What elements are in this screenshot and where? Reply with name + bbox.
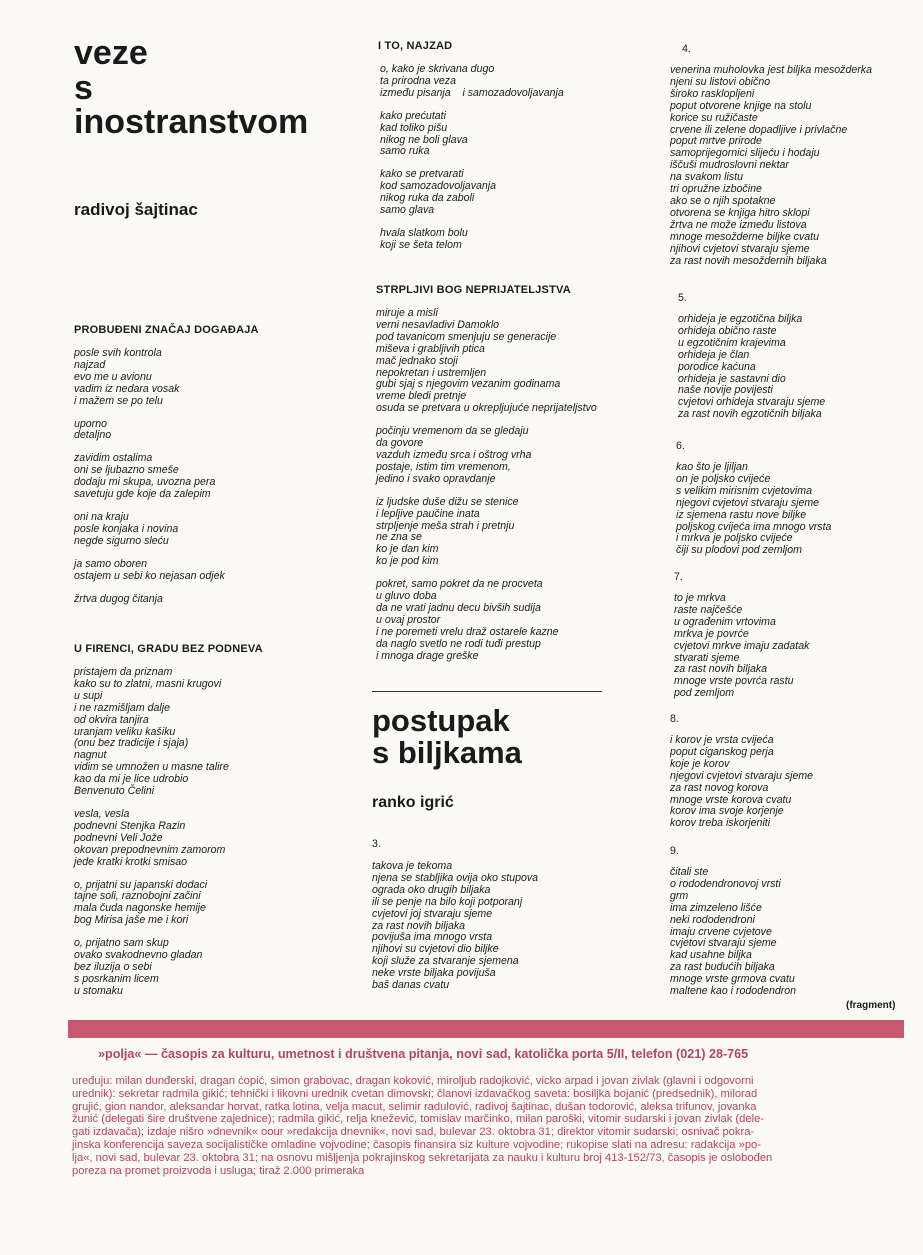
poem-line: samoprijegornici slijeću i hodaju xyxy=(670,147,820,160)
poem-line: ima zimzeleno lišće xyxy=(670,901,762,914)
poem-line: korice su ružičaste xyxy=(670,111,758,124)
poem-line: crvene ili zelene dopadljive i privlačne xyxy=(670,123,848,136)
poem-line: ovako svakodnevno gladan xyxy=(74,949,203,962)
poem-line: vadim iz nedara vosak xyxy=(74,382,180,395)
poem-line: pod zemljom xyxy=(674,687,735,700)
poem-line: i ne poremeti vrelu draž ostarele kazne xyxy=(376,625,559,638)
poem-line: oni se ljubazno smeše xyxy=(74,464,179,477)
poem-line: kako prećutati xyxy=(380,109,446,122)
poem-i-to-najzad xyxy=(372,40,662,263)
journal-masthead: »polja« — časopis za kulturu, umetnost i društvena pitanja, novi sad, katolička porta 5/II, telefon (021) 28-765 xyxy=(98,1047,749,1061)
poem-line: podnevni Stenjka Razin xyxy=(74,819,186,832)
poem-line: stvarati sjeme xyxy=(674,651,740,664)
poem-line: takova je tekoma xyxy=(372,860,453,872)
poem-line: ja samo oboren xyxy=(74,557,148,570)
poem-line: pristajem da priznam xyxy=(74,666,173,678)
author-name: radivoj šajtinac xyxy=(74,200,198,219)
poem-line: on je poljsko cvijeće xyxy=(676,472,771,485)
poem-line: osuda se pretvara u okrepljujuće neprijateljstvo xyxy=(376,402,597,415)
poem-line: tri opružne izbočine xyxy=(670,183,762,196)
section-number: 3. xyxy=(372,838,381,850)
second-author-name: ranko igrić xyxy=(372,794,454,811)
poem-line: to je mrkva xyxy=(674,592,726,604)
section-number: 4. xyxy=(682,43,691,55)
stanza xyxy=(74,559,364,583)
poem-probudjeni xyxy=(74,324,364,616)
poem-line: ko je dan kim xyxy=(376,543,439,556)
section-3 xyxy=(372,838,662,992)
poem-line: detaljno xyxy=(74,429,112,442)
poem-line: maltene kao i rododendron xyxy=(670,985,797,998)
poem-line: koji se šeta telom xyxy=(380,238,462,251)
poem-line: negde sigurno sleću xyxy=(74,534,169,547)
poem-line: kako se pretvarati xyxy=(380,168,464,181)
section-9 xyxy=(670,845,900,998)
poem-line: nepokretan i ustremljen xyxy=(376,366,487,379)
poem-line: ograda oko drugih biljaka xyxy=(372,883,491,896)
poem-line: mač jednako stoji xyxy=(376,354,458,367)
colophon-line: jinska konferencija saveza socijalističke omladine vojvodine; časopis finansira siz kulture vojvodine; rukopise slati na adresu: radakcija »po- xyxy=(72,1138,762,1151)
poem-line: mrkva je povrće xyxy=(674,627,749,640)
poem-line: da govore xyxy=(376,437,424,450)
stanza xyxy=(380,111,662,159)
stanza xyxy=(380,64,662,100)
stanza xyxy=(74,453,364,501)
poem-line: njegovi cvjetovi stvaraju sjeme xyxy=(670,769,814,782)
poem-line: i ne razmišljam dalje xyxy=(74,701,170,714)
poem-line: o rododendronovoj vrsti xyxy=(670,877,781,890)
stanza xyxy=(380,169,662,217)
poem-line: evo me u avionu xyxy=(74,370,152,383)
poem-body xyxy=(376,308,662,662)
poem-line: mala čuda nagonske hemije xyxy=(74,902,206,915)
poem-line: uporno xyxy=(74,417,107,430)
section-6 xyxy=(676,440,906,557)
poem-line: o, kako je skrivana dugo xyxy=(380,63,495,75)
poem-line: kao što je ljiljan xyxy=(676,461,748,473)
poem-line: ko je pod kim xyxy=(376,555,439,568)
poem-line: žrtva dugog čitanja xyxy=(74,592,163,605)
poem-line: njihovi su cvjetovi dio biljke xyxy=(372,943,499,956)
footer-color-bar xyxy=(68,1020,904,1038)
poem-line: zavidim ostalima xyxy=(74,452,153,465)
poem-line: posle konjaka i novina xyxy=(74,522,179,535)
poem-line: pokret, samo pokret da ne procveta xyxy=(376,578,543,591)
poem-line: za rast novih mesoždernih biljaka xyxy=(670,254,827,267)
poem-line: u egzotičnim krajevima xyxy=(678,336,786,349)
section-number: 6. xyxy=(676,440,685,452)
poem-title: I TO, NAJZAD xyxy=(378,40,453,52)
stanza xyxy=(380,228,662,252)
poem-line: otvorena se knjiga hitro sklopi xyxy=(670,206,810,219)
poem-line: široko rasklopljeni xyxy=(670,87,755,100)
stanza xyxy=(74,419,364,443)
poem-line: i mažem se po telu xyxy=(74,394,163,407)
poem-line: za rast novih biljaka xyxy=(372,919,466,932)
poem-line: ako se o njih spotakne xyxy=(670,194,776,207)
poem-line: za rast budućih biljaka xyxy=(670,961,775,974)
poem-line: iz sjemena rastu nove biljke xyxy=(676,508,807,521)
poem-line: od okvira tanjira xyxy=(74,713,149,726)
poem-line: oni na kraju xyxy=(74,510,129,523)
poem-line: vesla, vesla xyxy=(74,807,130,820)
poem-u-firenci xyxy=(74,643,364,1009)
poem-line: podnevni Veli Jože xyxy=(74,831,163,844)
poem-line: vreme bledi pretnje xyxy=(376,390,467,403)
poem-line: kad toliko pišu xyxy=(380,121,448,134)
second-title xyxy=(372,705,662,768)
poem-line: čitali ste xyxy=(670,866,709,878)
poem-line: neki rododendroni xyxy=(670,913,755,926)
poem-line: hvala slatkom bolu xyxy=(380,226,468,239)
poem-line: miruje a misli xyxy=(376,307,438,319)
stanza xyxy=(376,579,662,662)
section-number: 8. xyxy=(670,713,679,725)
poem-line: o, prijatno sam skup xyxy=(74,937,169,950)
poem-line: jedino i svako opravdanje xyxy=(376,472,496,485)
poem-line: mnoge mesožderne biljke cvatu xyxy=(670,230,819,243)
section-8 xyxy=(670,713,900,830)
poem-line: ta prirodna veza xyxy=(380,74,456,87)
poem-line: pod tavanicom smenjuju se generacije xyxy=(376,330,557,343)
main-title xyxy=(74,36,364,140)
stanza xyxy=(74,512,364,548)
poem-line: jede kratki krotki smisao xyxy=(74,855,188,868)
poem-line: koji služe za stvaranje sjemena xyxy=(372,955,519,968)
poem-line: kad usahne biljka xyxy=(670,949,752,962)
poem-line: bog Mirisa jaše me i kori xyxy=(74,914,189,927)
poem-line: orhideja obično raste xyxy=(678,324,777,337)
poem-line: korov treba iskorjeniti xyxy=(670,817,771,830)
section-number: 5. xyxy=(678,292,687,304)
poem-line: tajne soli, raznobojni začini xyxy=(74,890,201,903)
poem-line: s posrkanim licem xyxy=(74,972,159,985)
colophon-line: gati izdavača); izdaje nišro »dnevnik« oour »redakcija dnevnik«, novi sad, bulevar 23. oktobra 31; direktor vitomir sudarski; osnivač pokra- xyxy=(72,1126,755,1139)
poem-line: poljskog cvijeća ima mnogo vrsta xyxy=(676,520,832,533)
poem-line: neke vrste biljaka povijuša xyxy=(372,967,496,980)
poem-line: i lepljive paučine inata xyxy=(376,507,480,520)
poem-line: nikog ne boli glava xyxy=(380,133,468,146)
section-body xyxy=(676,462,906,557)
poem-line: za rast novog korova xyxy=(670,781,769,794)
poem-body xyxy=(380,64,662,252)
poem-title: PROBUĐENI ZNAČAJ DOGAĐAJA xyxy=(74,324,259,336)
poem-line: miševa i grabljivih ptica xyxy=(376,342,485,355)
poem-line: posle svih kontrola xyxy=(74,347,162,359)
poem-line: poput mrtve prirode xyxy=(670,135,762,148)
poem-line: uranjam veliku kašiku xyxy=(74,725,176,738)
poem-line: mnoge vrste grmova cvatu xyxy=(670,973,795,986)
poem-line: u gluvo doba xyxy=(376,590,437,603)
poem-line: grm xyxy=(670,889,689,902)
poem-line: kod samozadovoljavanja xyxy=(380,180,497,193)
poem-line: i mrkva je poljsko cvijeće xyxy=(676,532,793,545)
section-body xyxy=(670,735,900,830)
poem-line: za rast novih biljaka xyxy=(674,663,768,676)
poem-line: vazduh između srca i oštrog vrha xyxy=(376,448,532,461)
poem-line: imaju crvene cvjetove xyxy=(670,925,772,938)
poem-line: s velikim mirisnim cvjetovima xyxy=(676,484,812,497)
poem-line: cvjetovi stvaraju sjeme xyxy=(670,937,777,950)
poem-line: u ovaj prostor xyxy=(376,613,441,626)
poem-line: i mnoga drage greške xyxy=(376,649,479,662)
poem-line: koje je korov xyxy=(670,757,730,770)
poem-line: venerina muholovka jest biljka mesožderka xyxy=(670,64,872,76)
section-5 xyxy=(678,292,908,421)
poem-body xyxy=(74,348,364,605)
colophon-line: grujić, gion nandor, aleksandar horvat, ratka lotina, velja macut, selimir radulović, radivoj šajtinac, dušan todorović, aleksa trifunov, jovanka xyxy=(72,1100,757,1113)
poem-line: poput ciganskog perja xyxy=(670,745,774,758)
poem-line: u ograđenim vrtovima xyxy=(674,615,776,628)
colophon-line: lja«, novi sad, bulevar 23. oktobra 31; na osnovu mišljenja pokrajinskog sekretarijata za nauku i kulturu broj 413-152/73, časopis je oslobođen xyxy=(72,1151,773,1164)
section-divider xyxy=(372,691,602,692)
stanza xyxy=(376,426,662,486)
poem-line: najzad xyxy=(74,358,106,371)
section-body xyxy=(678,314,908,421)
poem-title: U FIRENCI, GRADU BEZ PODNEVA xyxy=(74,643,263,655)
poem-line: orhideja je član xyxy=(678,348,750,361)
main-title-line: s xyxy=(74,68,93,107)
poem-line: njihovi cvjetovi stvaraju sjeme xyxy=(670,242,810,255)
poem-line: mnoge vrste korova cvatu xyxy=(670,793,792,806)
poem-line: baš danas cvatu xyxy=(372,979,450,992)
poem-line: mnoge vrste povrća rastu xyxy=(674,675,794,688)
colophon-line: uređuju: milan dunđerski, dragan ćopić, simon grabovac, dragan koković, miroljub radojković, vicko arpad i jovan zivlak (glavni i odgovorni xyxy=(72,1075,754,1087)
poem-line: nikog ruka da zaboli xyxy=(380,192,475,205)
poem-line: vidim se umnožen u masne talire xyxy=(74,761,229,774)
stanza xyxy=(74,594,364,606)
stanza xyxy=(74,809,364,869)
poem-line: bez iluzija o sebi xyxy=(74,960,152,973)
poem-line: iščuši mudroslovni nektar xyxy=(670,159,789,172)
poem-line: samo glava xyxy=(380,204,435,217)
main-title-line: veze xyxy=(74,34,148,72)
main-title-line: inostranstvom xyxy=(74,103,309,142)
poem-line: čiji su plodovi pod zemljom xyxy=(676,544,803,557)
poem-line: o, prijatni su japanski dodaci xyxy=(74,878,208,891)
poem-line: ne zna se xyxy=(376,531,422,544)
poem-line: žrtva ne može između listova xyxy=(670,218,807,231)
poem-line: samo ruka xyxy=(380,145,430,158)
poem-body xyxy=(74,667,364,998)
stanza xyxy=(74,348,364,408)
poem-line: kao da mi je lice udrobio xyxy=(74,773,189,786)
poem-line: korov ima svoje korjenje xyxy=(670,805,784,818)
poem-line: počinju vremenom da se gledaju xyxy=(376,425,529,438)
poem-line: da naglo svetlo ne rodi tuđi prestup xyxy=(376,637,541,650)
poem-line: cvjetovi joj stvaraju sjeme xyxy=(372,907,493,920)
poem-line: savetuju gde koje da zalepim xyxy=(74,488,211,501)
poem-line: orhideja je sastavni dio xyxy=(678,372,786,385)
colophon-line: poreza na promet proizvoda i usluga; tiraž 2.000 primeraka xyxy=(72,1164,365,1177)
section-body xyxy=(670,867,900,998)
poem-line: porodice kaćuna xyxy=(678,360,756,373)
section-body xyxy=(674,593,904,700)
poem-line: (onu bez tradicije i sjaja) xyxy=(74,737,189,750)
poem-line: Benvenuto Čelini xyxy=(74,785,155,798)
poem-line: da ne vrati jadnu decu bivših sudija xyxy=(376,601,541,614)
poem-line: u supi xyxy=(74,689,103,702)
poem-line: naše novije povijesti xyxy=(678,384,773,397)
stanza xyxy=(74,880,364,928)
poem-line: i korov je vrsta cvijeća xyxy=(670,734,774,746)
stanza xyxy=(376,497,662,568)
section-number: 9. xyxy=(670,845,679,857)
poem-title: STRPLJIVI BOG NEPRIJATELJSTVA xyxy=(376,284,571,296)
poem-line: postaje, istim tim vremenom, xyxy=(376,460,511,473)
poem-line: strpljenje meša strah i pretnju xyxy=(376,519,515,532)
poem-line: verni nesavladivi Damoklo xyxy=(376,318,500,331)
colophon-line: žunić (delegati šire društvene zajednice); radmila gikić, relja knežević, tomislav marčinko, milan paroški, vitomir sudarski i jovan zivlak (dele- xyxy=(72,1113,765,1126)
poem-line: njegovi cvjetovi stvaraju sjeme xyxy=(676,496,820,509)
section-number: 7. xyxy=(674,571,683,583)
poem-line: dodaju mi skupa, uvozna pera xyxy=(74,476,216,489)
poem-line: ili se penje na bilo koji potporanj xyxy=(372,895,523,908)
stanza xyxy=(74,667,364,798)
poem-line: iz ljudske duše dižu se stenice xyxy=(376,495,519,508)
poem-line: nagnut xyxy=(74,749,107,762)
poem-line: ostajem u sebi ko nejasan odjek xyxy=(74,569,225,582)
poem-line: za rast novih egzotičnih biljaka xyxy=(678,408,822,421)
section-4 xyxy=(670,43,912,267)
fragment-note: (fragment) xyxy=(846,1000,896,1011)
poem-line: gubi sjaj s njegovim vezanim godinama xyxy=(376,378,561,391)
second-title-line: postupak xyxy=(372,703,510,738)
poem-line: na svakom listu xyxy=(670,171,744,184)
section-body xyxy=(372,861,662,992)
poem-line: kako su to zlatni, masni krugovi xyxy=(74,677,222,690)
poem-line: raste najčešće xyxy=(674,603,743,616)
poem-strpljivi-bog xyxy=(372,284,662,673)
section-7 xyxy=(674,571,904,700)
poem-line: orhideja je egzotična biljka xyxy=(678,313,803,325)
poem-line: između pisanja i samozadovoljavanja xyxy=(380,86,564,99)
section-body xyxy=(670,65,912,267)
poem-line: cvjetovi orhideja stvaraju sjeme xyxy=(678,396,826,409)
colophon xyxy=(72,1075,902,1177)
stanza xyxy=(74,938,364,998)
poem-line: povijuša ima mnogo vrsta xyxy=(372,931,493,944)
poem-line: cvjetovi mrkve imaju zadatak xyxy=(674,639,810,652)
poem-line: okovan prepodnevnim zamorom xyxy=(74,843,226,856)
stanza xyxy=(376,308,662,415)
poem-line: poput otvorene knjige na stolu xyxy=(670,99,812,112)
poem-line: njena se stabljika ovija oko stupova xyxy=(372,871,539,884)
colophon-line: urednik): sekretar radmila gikić; tehnički i likovni urednik cvetan dimovski; članovi izdavačkog saveta: bosiljka bojanić (predsednik), milorad xyxy=(72,1087,758,1100)
poem-line: njeni su listovi obično xyxy=(670,75,771,88)
second-title-line: s biljkama xyxy=(372,734,522,770)
poem-line: u stomaku xyxy=(74,984,123,997)
